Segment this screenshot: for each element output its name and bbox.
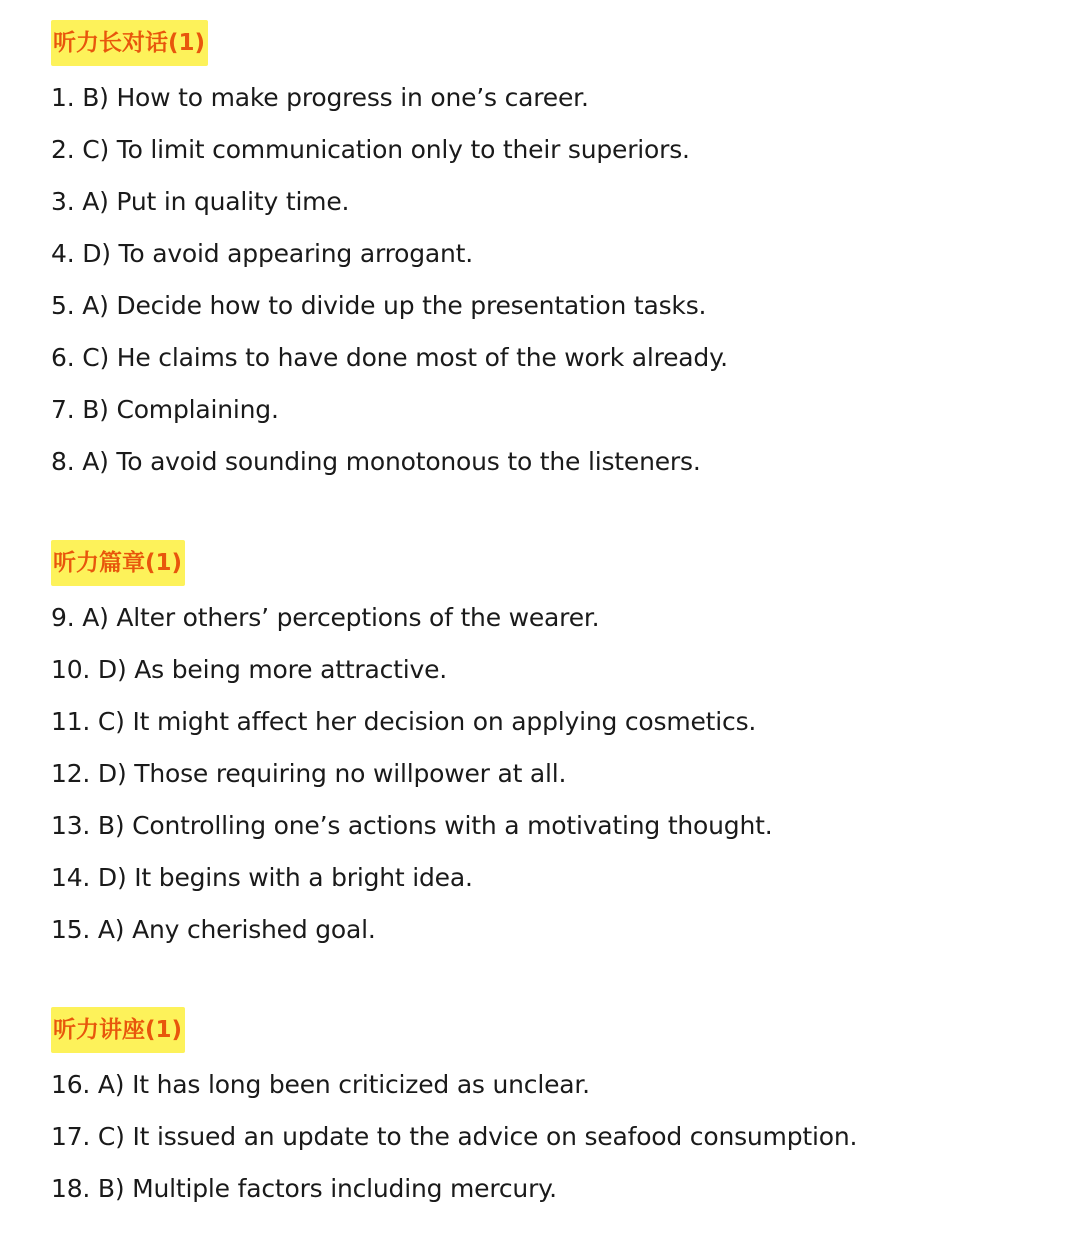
answer-item: 5. A) Decide how to divide up the presentation tasks. (51, 291, 707, 320)
answer-item: 15. A) Any cherished goal. (51, 915, 376, 944)
answer-item: 7. B) Complaining. (51, 395, 279, 424)
answer-item: 3. A) Put in quality time. (51, 187, 350, 216)
answer-item: 16. A) It has long been criticized as unclear. (51, 1070, 590, 1099)
section-header: 听力讲座(1) (51, 1007, 185, 1053)
answer-item: 18. B) Multiple factors including mercury. (51, 1174, 557, 1203)
answer-list (51, 1059, 857, 1215)
answer-item: 17. C) It issued an update to the advice on seafood consumption. (51, 1122, 858, 1151)
answer-item: 1. B) How to make progress in one’s career. (51, 83, 589, 112)
answer-list (51, 592, 772, 956)
answer-item: 13. B) Controlling one’s actions with a motivating thought. (51, 811, 773, 840)
answer-item: 12. D) Those requiring no willpower at all. (51, 759, 567, 788)
answer-item: 14. D) It begins with a bright idea. (51, 863, 473, 892)
section-long-conversation (51, 20, 728, 488)
section-header: 听力长对话(1) (51, 20, 208, 66)
answer-item: 2. C) To limit communication only to their superiors. (51, 135, 690, 164)
section-lecture (51, 1007, 857, 1215)
answer-list (51, 72, 728, 488)
answer-item: 11. C) It might affect her decision on applying cosmetics. (51, 707, 757, 736)
section-header: 听力篇章(1) (51, 540, 185, 586)
answer-item: 10. D) As being more attractive. (51, 655, 448, 684)
answer-item: 8. A) To avoid sounding monotonous to the listeners. (51, 447, 701, 476)
section-passage (51, 540, 772, 956)
answer-item: 9. A) Alter others’ perceptions of the wearer. (51, 603, 600, 632)
answer-item: 6. C) He claims to have done most of the work already. (51, 343, 728, 372)
answer-item: 4. D) To avoid appearing arrogant. (51, 239, 473, 268)
